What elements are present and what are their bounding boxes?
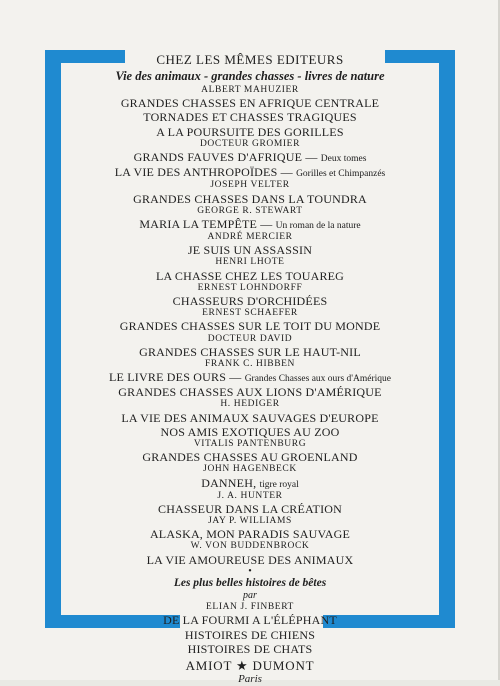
author-name: DOCTEUR GROMIER: [199, 138, 301, 149]
author-entry: [78, 85, 422, 139]
author-entry: [78, 206, 422, 232]
book-title: DANNEH, tigre royal: [201, 475, 299, 490]
series-list: [78, 613, 422, 655]
publisher-name: AMIOT ★ DUMONT: [185, 657, 315, 673]
author-entry: [78, 232, 422, 257]
book-title: CHASSEURS D'ORCHIDÉES: [172, 294, 328, 309]
book-title: GRANDES CHASSES EN AFRIQUE CENTRALE: [120, 96, 380, 111]
series-book-title: DE LA FOURMI A L'ÉLÉPHANT: [163, 613, 337, 628]
book-subtitle: Deux tomes: [320, 153, 367, 164]
book-title: TORNADES ET CHASSES TRAGIQUES: [143, 110, 357, 125]
book-title: A LA POURSUITE DES GORILLES: [156, 124, 344, 139]
author-name: H. HEDIGER: [220, 399, 280, 410]
author-entry: [78, 334, 422, 359]
author-entry: [78, 283, 422, 308]
author-name: FRANK C. HIBBEN: [204, 358, 296, 369]
book-subtitle: Grandes Chasses aux ours d'Amérique: [244, 374, 391, 385]
publisher-catalogue: [78, 52, 422, 686]
author-entry: [78, 139, 422, 181]
author-entry: [78, 541, 422, 566]
series-book-title: HISTOIRES DE CHIENS: [184, 627, 316, 642]
author-name: ERNEST LOHNDORFF: [197, 282, 303, 293]
author-name: HENRI LHOTE: [215, 257, 285, 268]
author-name: DOCTEUR DAVID: [207, 333, 293, 344]
book-title: NOS AMIS EXOTIQUES AU ZOO: [160, 424, 340, 439]
author-name: W. VON BUDDENBROCK: [190, 541, 310, 552]
catalogue-header: CHEZ LES MÊMES EDITEURS: [156, 52, 344, 67]
catalogue-subheader: Vie des animaux - grandes chasses - livres de nature: [115, 69, 385, 84]
author-name: ANDRÉ MERCIER: [207, 232, 293, 243]
book-subtitle: Gorilles et Chimpanzés: [296, 169, 386, 180]
book-subtitle: Un roman de la nature: [275, 220, 361, 231]
series-author: ELIAN J. FINBERT: [206, 602, 294, 613]
author-name: VITALIS PANTENBURG: [193, 439, 307, 449]
publisher-city: Paris: [238, 673, 262, 686]
author-entry: [78, 464, 422, 490]
book-title: LA VIE AMOUREUSE DES ANIMAUX: [146, 552, 354, 567]
book-title: JE SUIS UN ASSASSIN: [187, 243, 313, 258]
book-title: CHASSEUR DANS LA CRÉATION: [157, 501, 343, 516]
book-title: LA VIE DES ANTHROPOÏDES — Gorilles et Chimpanzés: [114, 165, 386, 180]
separator-bullet: •: [248, 565, 252, 577]
book-title: LE LIVRE DES OURS — Grandes Chasses aux ours d'Amérique: [109, 370, 391, 385]
author-entry: [78, 491, 422, 516]
author-entry: [78, 399, 422, 439]
author-entry: [78, 257, 422, 282]
book-title: ALASKA, MON PARADIS SAUVAGE: [149, 527, 351, 542]
series-title: Les plus belles histoires de bêtes: [173, 576, 327, 589]
book-title: MARIA LA TEMPÊTE — Un roman de la nature: [139, 216, 361, 231]
frame-right: [439, 50, 455, 628]
book-subtitle: tigre royal: [259, 479, 299, 490]
book-title: GRANDS FAUVES D'AFRIQUE — Deux tomes: [133, 149, 367, 164]
author-name: J. A. HUNTER: [217, 490, 283, 501]
author-name: ALBERT MAHUZIER: [201, 85, 299, 96]
author-name: JOSEPH VELTER: [210, 180, 290, 191]
book-title: GRANDES CHASSES SUR LE HAUT-NIL: [139, 344, 361, 359]
book-title: GRANDES CHASSES DANS LA TOUNDRA: [133, 191, 367, 206]
series-book-title: HISTOIRES DE CHATS: [187, 641, 313, 656]
author-name: ERNEST SCHAEFER: [202, 308, 298, 319]
series-by: par: [243, 590, 257, 602]
author-name: JAY P. WILLIAMS: [208, 516, 292, 527]
book-title: LA CHASSE CHEZ LES TOUAREG: [155, 268, 345, 283]
book-title: GRANDES CHASSES SUR LE TOIT DU MONDE: [119, 319, 381, 334]
book-title: GRANDES CHASSES AUX LIONS D'AMÉRIQUE: [118, 385, 382, 400]
author-name: JOHN HAGENBECK: [203, 464, 297, 475]
book-list: [78, 85, 422, 567]
book-title: GRANDES CHASSES AU GROENLAND: [142, 450, 358, 465]
author-entry: [78, 359, 422, 400]
author-name: GEORGE R. STEWART: [197, 205, 303, 216]
author-entry: [78, 308, 422, 333]
author-entry: [78, 439, 422, 464]
book-title: LA VIE DES ANIMAUX SAUVAGES D'EUROPE: [121, 410, 379, 425]
author-entry: [78, 516, 422, 541]
frame-left: [45, 50, 61, 628]
author-entry: [78, 180, 422, 205]
